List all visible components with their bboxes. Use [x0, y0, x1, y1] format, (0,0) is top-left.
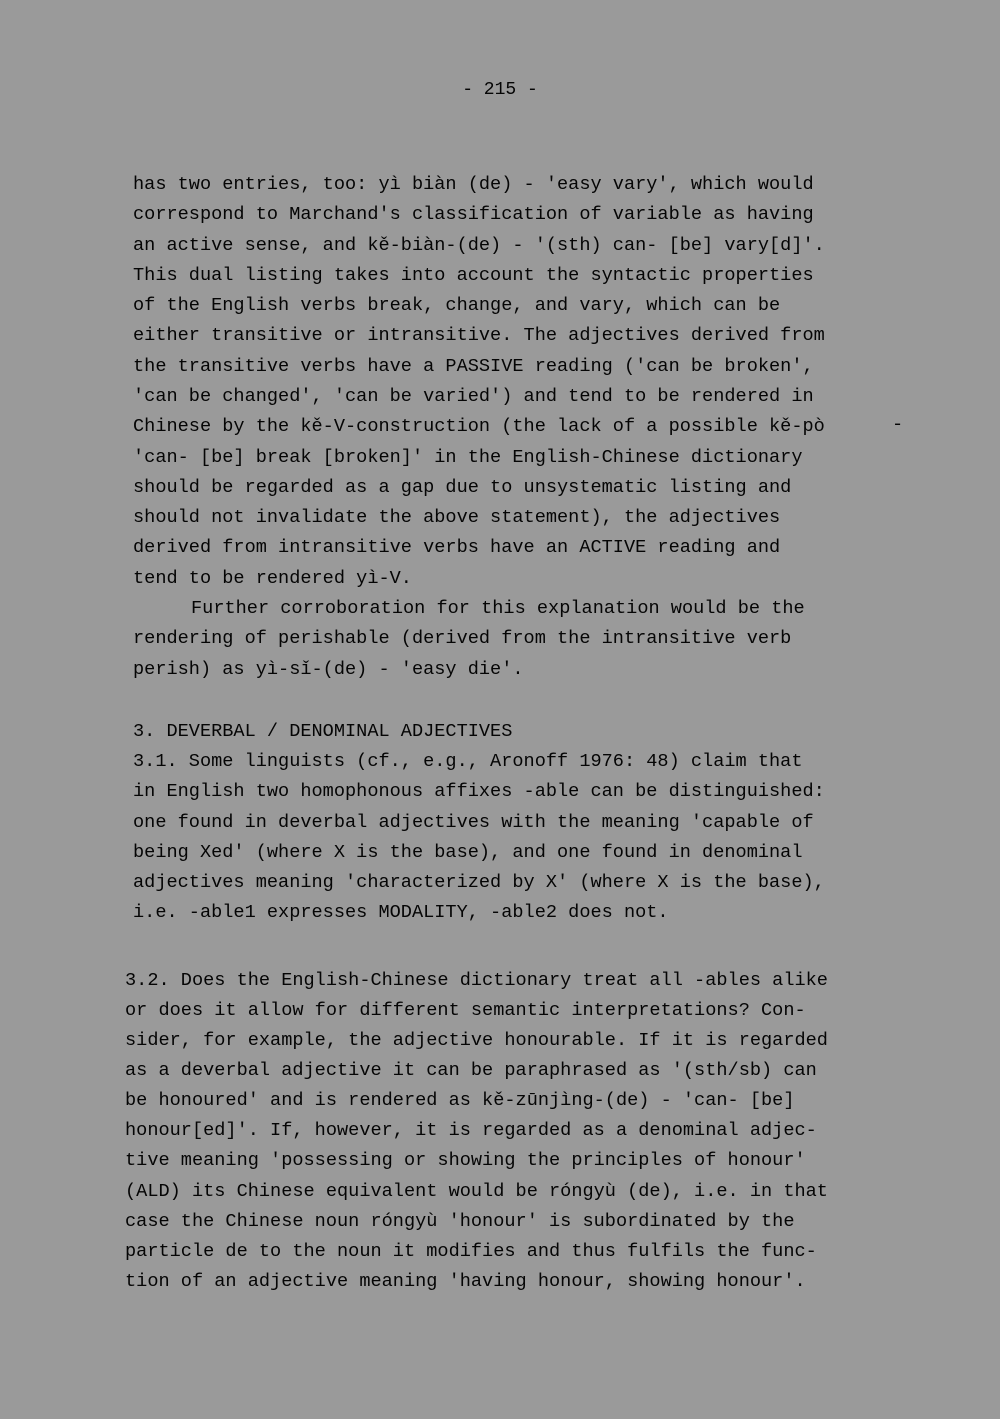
text-line: tive meaning 'possessing or showing the principles of honour': [125, 1150, 806, 1171]
text-line: being Xed' (where X is the base), and one found in denominal: [133, 842, 803, 863]
text-line: case the Chinese noun róngyù 'honour' is subordinated by the: [125, 1211, 795, 1232]
text-line: derived from intransitive verbs have an ACTIVE reading and: [133, 537, 781, 558]
text-line: 'can be changed', 'can be varied') and tend to be rendered in: [133, 386, 814, 407]
text-line: one found in deverbal adjectives with the meaning 'capable of: [133, 812, 814, 833]
text-line: honour[ed]'. If, however, it is regarded as a denominal adjec-: [125, 1120, 817, 1141]
text-line: sider, for example, the adjective honourable. If it is regarded: [125, 1030, 828, 1051]
text-line: an active sense, and kě-biàn-(de) - '(sth) can- [be] vary[d]'.: [133, 235, 825, 256]
text-line: adjectives meaning 'characterized by X' (where X is the base),: [133, 872, 825, 893]
text-line: as a deverbal adjective it can be paraphrased as '(sth/sb) can: [125, 1060, 817, 1081]
text-line: 3.1. Some linguists (cf., e.g., Aronoff 1976: 48) claim that: [133, 751, 803, 772]
text-line: of the English verbs break, change, and vary, which can be: [133, 295, 781, 316]
text-line: Chinese by the kě-V-construction (the lack of a possible kě-pò: [133, 416, 825, 437]
text-line: in English two homophonous affixes -able can be distinguished:: [133, 781, 825, 802]
text-line: perish) as yì-sǐ-(de) - 'easy die'.: [133, 659, 524, 680]
text-line: tend to be rendered yì-V.: [133, 568, 412, 589]
text-line: (ALD) its Chinese equivalent would be róngyù (de), i.e. in that: [125, 1181, 828, 1202]
text-line: should not invalidate the above statement), the adjectives: [133, 507, 781, 528]
text-line: should be regarded as a gap due to unsystematic listing and: [133, 477, 792, 498]
text-line: either transitive or intransitive. The adjectives derived from: [133, 325, 825, 346]
text-line: Further corroboration for this explanation would be the: [191, 598, 805, 619]
text-line: 3.2. Does the English-Chinese dictionary treat all -ables alike: [125, 970, 828, 991]
text-line: particle de to the noun it modifies and thus fulfils the func-: [125, 1241, 817, 1262]
section-heading: 3. DEVERBAL / DENOMINAL ADJECTIVES: [133, 721, 513, 742]
text-line: correspond to Marchand's classification of variable as having: [133, 204, 814, 225]
text-line: has two entries, too: yì biàn (de) - 'easy vary', which would: [133, 174, 814, 195]
text-line: 'can- [be] break [broken]' in the English-Chinese dictionary: [133, 447, 803, 468]
text-line: tion of an adjective meaning 'having honour, showing honour'.: [125, 1271, 806, 1292]
hyphen-margin-mark: -: [892, 414, 904, 435]
page-number: - 215 -: [462, 80, 538, 100]
text-line: be honoured' and is rendered as kě-zūnjìng-(de) - 'can- [be]: [125, 1090, 795, 1111]
text-line: i.e. -able1 expresses MODALITY, -able2 does not.: [133, 902, 669, 923]
text-line: rendering of perishable (derived from the intransitive verb: [133, 628, 792, 649]
text-line: This dual listing takes into account the syntactic properties: [133, 265, 814, 286]
text-line: the transitive verbs have a PASSIVE reading ('can be broken',: [133, 356, 814, 377]
text-line: or does it allow for different semantic interpretations? Con-: [125, 1000, 806, 1021]
